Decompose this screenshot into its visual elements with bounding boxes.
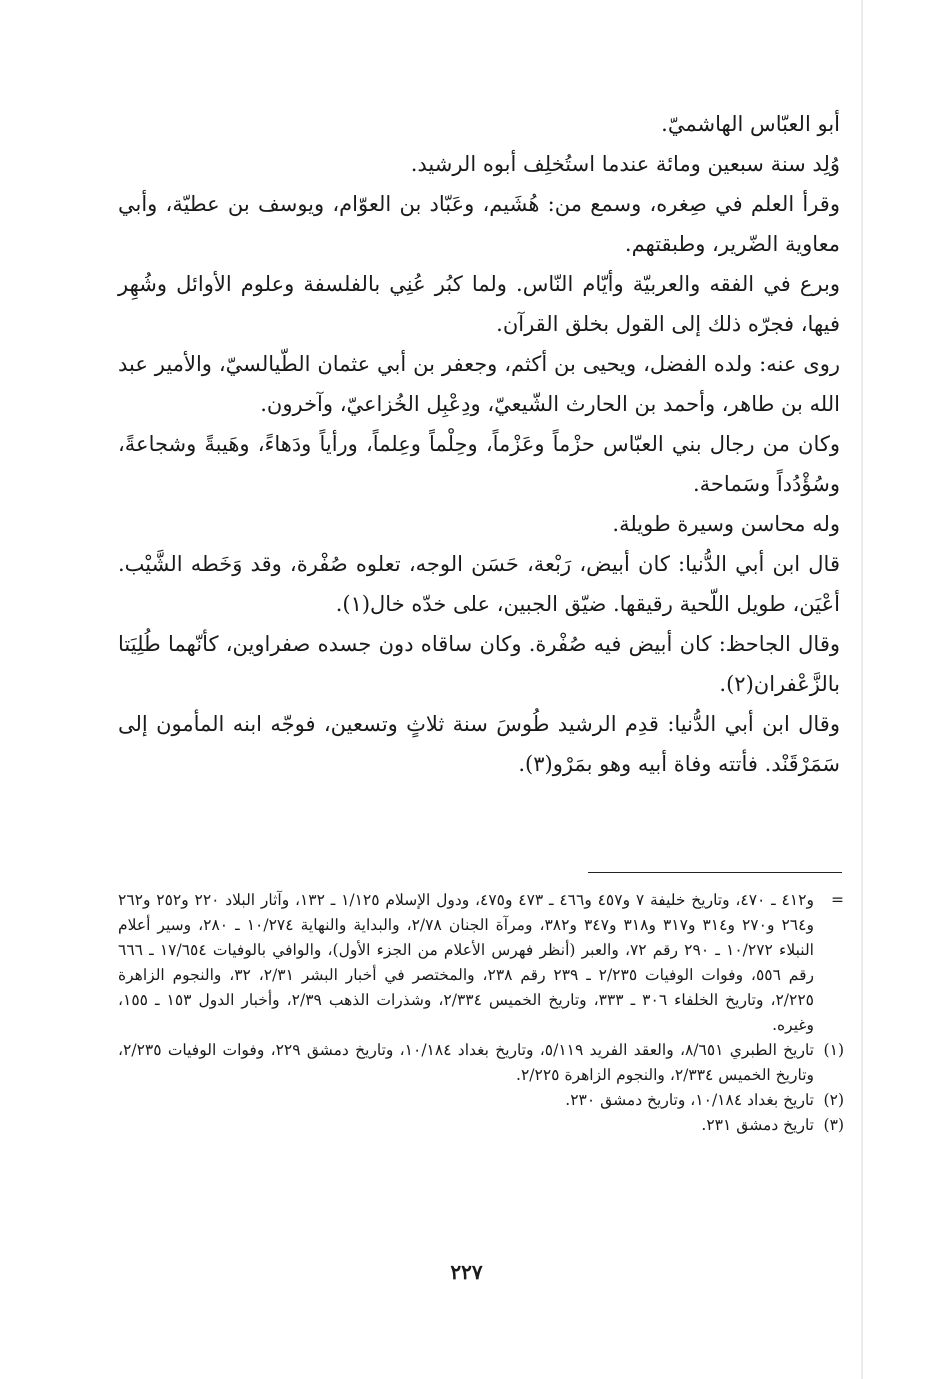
page-number: ٢٢٧ bbox=[450, 1260, 483, 1284]
footnotes bbox=[118, 888, 844, 1138]
paragraph-education: وقرأ العلم في صِغره، وسمع من: هُشَيم، وعَبّاد بن العوّام، ويوسف بن عطيّة، وأبي معاوية الضّرير، وطبقتهم. bbox=[118, 192, 840, 256]
paragraph-name: أبو العبّاس الهاشميّ. bbox=[661, 112, 840, 136]
main-text bbox=[118, 104, 840, 784]
footnote-marker: (٢) bbox=[823, 1091, 844, 1109]
paragraph-philosophy: وبرع في الفقه والعربيّة وأيّام النّاس. ولما كبُر عُنِي بالفلسفة وعلوم الأوائل وشُهِر فيها، فجرّه ذلك إلى القول بخلق القرآن. bbox=[118, 272, 840, 336]
paragraph-rashid-death: وقال ابن أبي الدُّنيا: قدِم الرشيد طُوسَ سنة ثلاثٍ وتسعين، فوجّه ابنه المأمون إلى سَمَرْقَنْد. فأتته وفاة أبيه وهو بمَرْو(٣). bbox=[118, 712, 840, 776]
page-edge-shadow bbox=[861, 0, 863, 1379]
footnote-text: تاريخ دمشق ٢٣١. bbox=[701, 1116, 814, 1134]
paragraph-qualities: وكان من رجال بني العبّاس حزْماً وعَزْماً، وحِلْماً وعِلماً، ورأياً ودَهاءً، وهَيبةً وشجاعةً، وسُؤْدُداً وسَماحة. bbox=[118, 432, 840, 496]
paragraph-birth: وُلِد سنة سبعين ومائة عندما استُخلِف أبوه الرشيد. bbox=[410, 152, 840, 176]
footnote-marker: (١) bbox=[823, 1041, 844, 1059]
footnote-marker: (٣) bbox=[823, 1116, 844, 1134]
footnote-separator bbox=[588, 872, 842, 873]
footnote-3 bbox=[118, 1113, 844, 1138]
footnote-text: تاريخ الطبري ٨/٦٥١، والعقد الفريد ٥/١١٩، وتاريخ بغداد ١٠/١٨٤، وتاريخ دمشق ٢٢٩، وفوات الوفيات ٢/٢٣٥، وتاريخ الخميس ٢/٣٣٤، والنجوم الزاهرة ٢/٢٢٥. bbox=[118, 1041, 814, 1084]
footnote-continued bbox=[118, 888, 844, 1038]
footnote-2 bbox=[118, 1088, 844, 1113]
footnote-1 bbox=[118, 1038, 844, 1088]
footnote-text: تاريخ بغداد ١٠/١٨٤، وتاريخ دمشق ٢٣٠. bbox=[565, 1091, 814, 1109]
paragraph-description-jahiz: وقال الجاحظ: كان أبيض فيه صُفْرة. وكان ساقاه دون جسده صفراوين، كأنّهما طُلِيَتا بالزَّعْفران(٢). bbox=[118, 632, 840, 696]
paragraph-description-ibn-abi-dunya: قال ابن أبي الدُّنيا: كان أبيض، رَبْعة، حَسَن الوجه، تعلوه صُفْرة، وقد وَخَطه الشَّيْب. أعْيَن، طويل اللّحية رقيقها. ضيّق الجبين، على خدّه خال(١). bbox=[118, 552, 840, 616]
footnote-text: و٤١٢ ـ ٤٧٠، وتاريخ خليفة ٧ و٤٥٧ و٤٦٦ ـ ٤٧٣ و٤٧٥، ودول الإسلام ١/١٢٥ ـ ١٣٢، وآثار البلاد ٢٢٠ و٢٥٢ و٢٦٢ و٢٦٤ و٢٧٠ و٣١٤ و٣١٧ و٣١٨ و٣٤٧ و٣٨٢، ومرآة الجنان ٢/٧٨، والبداية والنهاية ١٠/٢٧٤ ـ ٢٨٠، وسير أعلام النبلاء ١٠/٢٧٢ ـ ٢٩٠ رقم ٧٢، والعبر (أنظر فهرس الأعلام من الجزء الأول)، والوافي بالوفيات ١٧/٦٥٤ ـ ٦٦٦ رقم ٥٥٦، وفوات الوفيات ٢/٢٣٥ ـ ٢٣٩ رقم ٢٣٨، والمختصر في أخبار البشر ٢/٣١، ٣٢، والنجوم الزاهرة ٢/٢٢٥، وتاريخ الخلفاء ٣٠٦ ـ ٣٣٣، وتاريخ الخميس ٢/٣٣٤، وشذرات الذهب ٢/٣٩، وأخبار الدول ١٥٣ ـ ١٥٥، وغيره. bbox=[118, 891, 814, 1034]
footnote-marker: = bbox=[831, 891, 844, 909]
paragraph-narrators: روى عنه: ولده الفضل، ويحيى بن أكثم، وجعفر بن أبي عثمان الطّيالسيّ، والأمير عبد الله بن طاهر، وأحمد بن الحارث الشّيعيّ، ودِعْبِل الخُزاعيّ، وآخرون. bbox=[118, 352, 840, 416]
paragraph-merits: وله محاسن وسيرة طويلة. bbox=[612, 512, 840, 536]
